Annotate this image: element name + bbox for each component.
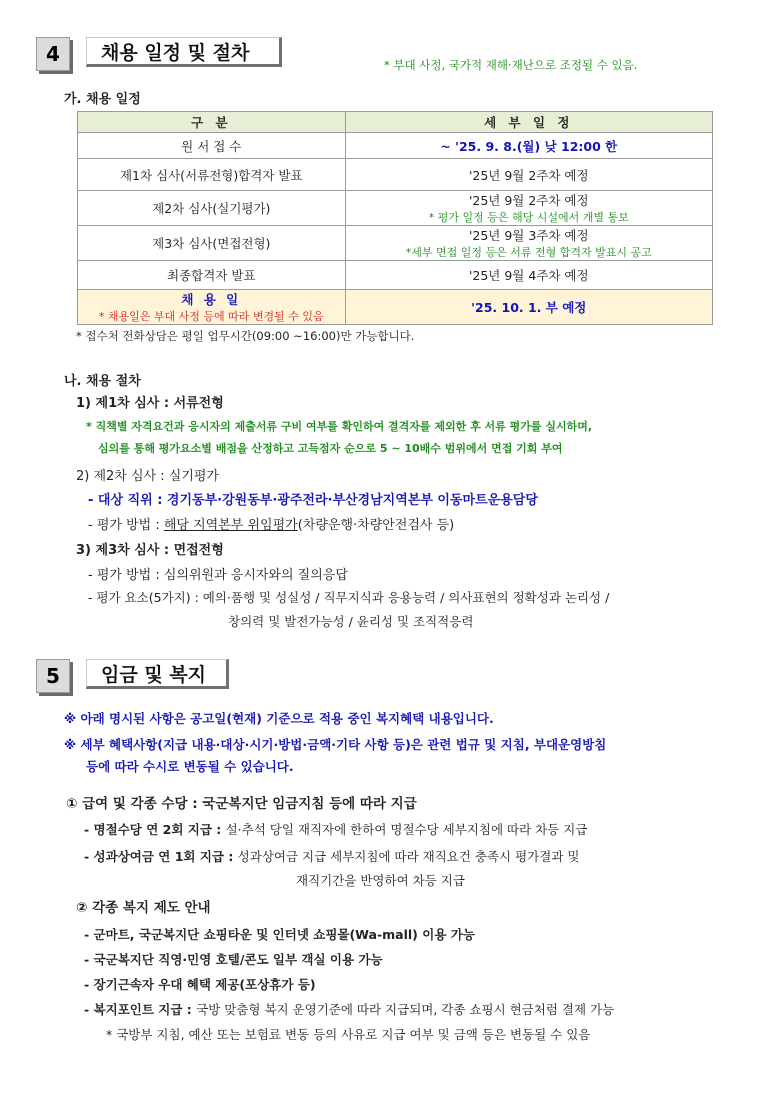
- welfare-item-3: - 장기근속자 우대 혜택 제공(포상휴가 등): [84, 977, 316, 992]
- pay-performance-text-2: 재직기간을 반영하여 차등 지급: [296, 873, 465, 888]
- schedule-heading: 가. 채용 일정: [64, 92, 141, 107]
- welfare-item-2: - 국군복지단 직영·민영 호텔/콘도 일부 객실 이용 가능: [84, 952, 383, 967]
- schedule-footnote: * 접수처 전화상담은 평일 업무시간(09:00 ~16:00)만 가능합니다.: [76, 329, 415, 343]
- schedule-row-label: 제3차 심사(면접전형): [78, 226, 346, 261]
- pay-holiday: [84, 820, 587, 838]
- schedule-row-value: '25년 9월 3주차 예정: [468, 228, 589, 243]
- table-row: [78, 261, 713, 290]
- step1-title: 1) 제1차 심사 : 서류전형: [76, 396, 224, 411]
- table-row: [78, 226, 713, 261]
- table-row-final: [78, 290, 713, 325]
- section-4-title: 채용 일정 및 절차: [86, 37, 282, 67]
- pay-title: ① 급여 및 각종 수당 : 국군복지단 임금지침 등에 따라 지급: [66, 796, 417, 812]
- pay-performance-label: - 성과상여금 연 1회 지급 :: [84, 849, 238, 864]
- section-5-notice-2a: ※ 세부 혜택사항(지급 내용·대상·시기·방법·금액·기타 사항 등)은 관련 법규 및 지침, 부대운영방침: [64, 737, 607, 752]
- schedule-row-value: '25년 9월 4주차 예정: [345, 261, 712, 290]
- section-4-notice: * 부대 사정, 국가적 재해·재난으로 조정될 수 있음.: [384, 58, 638, 72]
- step2-title: 2) 제2차 심사 : 실기평가: [76, 469, 219, 484]
- procedure-heading: 나. 채용 절차: [64, 374, 141, 389]
- schedule-final-cell: [78, 290, 346, 325]
- schedule-row-value: '25년 9월 2주차 예정: [468, 193, 589, 208]
- schedule-col-category: 구 분: [78, 112, 346, 133]
- section-4-number: 4: [36, 37, 70, 71]
- schedule-row-sub: *세부 면접 일정 등은 서류 전형 합격자 발표시 공고: [405, 246, 652, 259]
- pay-performance: [84, 847, 579, 865]
- step2-method-prefix: - 평가 방법 :: [88, 518, 164, 533]
- schedule-row-cell: [345, 226, 712, 261]
- section-5-title: 임금 및 복지: [86, 659, 229, 689]
- section-5-number: 5: [36, 659, 70, 693]
- schedule-row-cell: [345, 191, 712, 226]
- step3-title: 3) 제3차 심사 : 면접전형: [76, 543, 224, 558]
- table-row: [78, 159, 713, 191]
- step3-factor-line1: - 평가 요소(5가지) : 예의·품행 및 성실성 / 직무지식과 응용능력 / 의사표현의 정확성과 논리성 /: [88, 590, 610, 605]
- pay-performance-text: 성과상여금 지급 세부지침에 따라 재직요건 충족시 평가결과 및: [237, 849, 580, 864]
- step3-factor-line2: 창의력 및 발전가능성 / 윤리성 및 조직적응력: [228, 614, 474, 629]
- schedule-row-sub: * 평가 일정 등은 해당 시설에서 개별 통보: [428, 211, 629, 224]
- welfare-item-4-label: - 복지포인트 지급 :: [84, 1002, 197, 1017]
- welfare-item-4: [84, 1000, 614, 1018]
- schedule-final-sub: * 채용일은 부대 사정 등에 따라 변경될 수 있음: [98, 310, 324, 323]
- welfare-item-4-text: 국방 맞춤형 복지 운영기준에 따라 지급되며, 각종 쇼핑시 현금처럼 결제 가능: [196, 1002, 615, 1017]
- schedule-row-value: '25년 9월 2주차 예정: [345, 159, 712, 191]
- step1-line2: 심의를 통해 평가요소별 배점을 산정하고 고득점자 순으로 5 ~ 10배수 범위에서 면접 기회 부여: [98, 442, 563, 455]
- table-row: [78, 133, 713, 159]
- schedule-final-value: '25. 10. 1. 부 예정: [345, 290, 712, 325]
- step1-line1: * 직책별 자격요건과 응시자의 제출서류 구비 여부를 확인하여 결격자를 제외한 후 서류 평가를 실시하며,: [86, 420, 593, 433]
- pay-holiday-label: - 명절수당 연 2회 지급 :: [84, 822, 226, 837]
- welfare-title: ② 각종 복지 제도 안내: [76, 900, 211, 916]
- schedule-row-label: 원 서 접 수: [78, 133, 346, 159]
- section-5-notice-2b: 등에 따라 수시로 변동될 수 있습니다.: [86, 759, 294, 774]
- schedule-row-label: 제2차 심사(실기평가): [78, 191, 346, 226]
- step3-method: - 평가 방법 : 심의위원과 응시자와의 질의응답: [88, 568, 348, 583]
- step2-method: [88, 514, 454, 533]
- schedule-header-row: [78, 112, 713, 133]
- schedule-final-label: 채 용 일: [181, 292, 242, 307]
- schedule-row-label: 제1차 심사(서류전형)합격자 발표: [78, 159, 346, 191]
- step2-method-suffix: (차량운행·차량안전검사 등): [297, 518, 455, 533]
- step2-method-underlined: 해당 지역본부 위임평가: [163, 518, 298, 533]
- schedule-table: [77, 111, 713, 325]
- step2-target: - 대상 직위 : 경기동부·강원동부·광주전라·부산경남지역본부 이동마트운용담당: [88, 493, 538, 508]
- welfare-item-4-note: * 국방부 지침, 예산 또는 보험료 변동 등의 사유로 지급 여부 및 금액 등은 변동될 수 있음: [106, 1027, 591, 1042]
- schedule-col-detail: 세 부 일 정: [345, 112, 712, 133]
- table-row: [78, 191, 713, 226]
- schedule-row-label: 최종합격자 발표: [78, 261, 346, 290]
- schedule-row-value: ~ '25. 9. 8.(월) 낮 12:00 한: [345, 133, 712, 159]
- pay-holiday-text: 설·추석 당일 재직자에 한하여 명절수당 세부지침에 따라 차등 지급: [225, 822, 588, 837]
- section-5-notice-1: ※ 아래 명시된 사항은 공고일(현재) 기준으로 적용 중인 복지혜택 내용입니다.: [64, 711, 494, 726]
- welfare-item-1: - 군마트, 국군복지단 쇼핑타운 및 인터넷 쇼핑몰(Wa-mall) 이용 가능: [84, 927, 475, 942]
